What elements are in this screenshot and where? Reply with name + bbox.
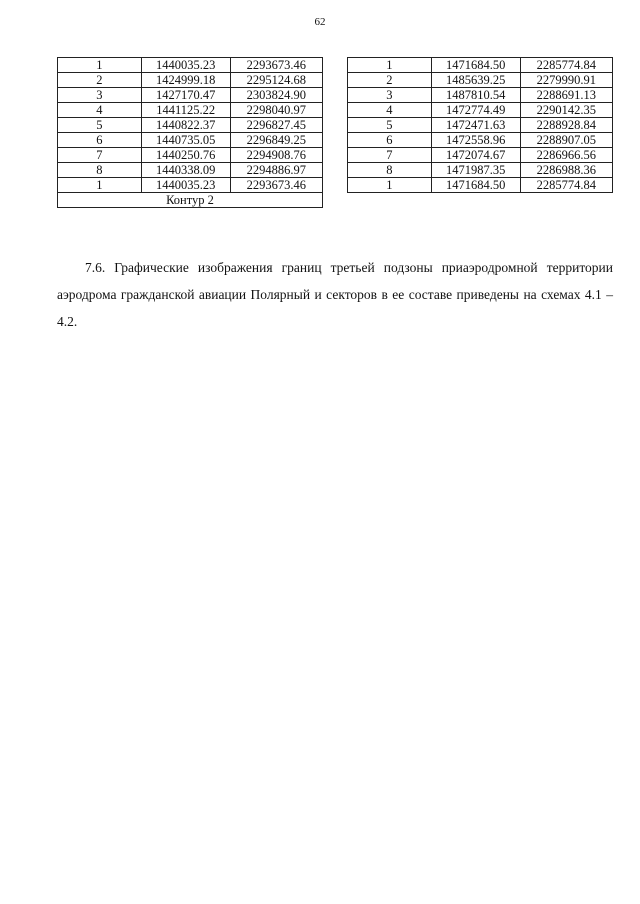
table-row bbox=[348, 148, 613, 163]
x-coordinate-cell: 1440735.05 bbox=[141, 133, 230, 148]
point-number-cell: 3 bbox=[58, 88, 142, 103]
x-coordinate-cell: 1471684.50 bbox=[431, 178, 520, 193]
table-row bbox=[58, 178, 323, 193]
table-row bbox=[348, 118, 613, 133]
point-number-cell: 1 bbox=[58, 178, 142, 193]
point-number-cell: 2 bbox=[348, 73, 432, 88]
x-coordinate-cell: 1472774.49 bbox=[431, 103, 520, 118]
point-number-cell: 8 bbox=[348, 163, 432, 178]
y-coordinate-cell: 2296849.25 bbox=[230, 133, 322, 148]
table-row bbox=[348, 103, 613, 118]
table-row bbox=[348, 58, 613, 73]
point-number-cell: 1 bbox=[348, 178, 432, 193]
page-number: 62 bbox=[314, 16, 326, 28]
x-coordinate-cell: 1485639.25 bbox=[431, 73, 520, 88]
table-row bbox=[58, 88, 323, 103]
table-row bbox=[348, 178, 613, 193]
y-coordinate-cell: 2288691.13 bbox=[520, 88, 612, 103]
y-coordinate-cell: 2294886.97 bbox=[230, 163, 322, 178]
y-coordinate-cell: 2293673.46 bbox=[230, 178, 322, 193]
point-number-cell: 3 bbox=[348, 88, 432, 103]
y-coordinate-cell: 2286988.36 bbox=[520, 163, 612, 178]
table-row bbox=[58, 103, 323, 118]
y-coordinate-cell: 2288928.84 bbox=[520, 118, 612, 133]
y-coordinate-cell: 2298040.97 bbox=[230, 103, 322, 118]
x-coordinate-cell: 1472471.63 bbox=[431, 118, 520, 133]
table-row bbox=[348, 133, 613, 148]
point-number-cell: 7 bbox=[58, 148, 142, 163]
point-number-cell: 6 bbox=[348, 133, 432, 148]
x-coordinate-cell: 1424999.18 bbox=[141, 73, 230, 88]
x-coordinate-cell: 1472074.67 bbox=[431, 148, 520, 163]
coordinates-table-left bbox=[57, 57, 323, 208]
table-row bbox=[58, 148, 323, 163]
point-number-cell: 1 bbox=[348, 58, 432, 73]
x-coordinate-cell: 1440250.76 bbox=[141, 148, 230, 163]
x-coordinate-cell: 1440338.09 bbox=[141, 163, 230, 178]
body-paragraph: 7.6. Графические изображения границ третьей подзоны приаэродромной территории аэродрома гражданской авиации Полярный и секторов в ее составе приведены на схемах 4.1 – 4.2. bbox=[57, 260, 613, 329]
x-coordinate-cell: 1440035.23 bbox=[141, 58, 230, 73]
point-number-cell: 5 bbox=[348, 118, 432, 133]
contour-caption: Контур 2 bbox=[58, 193, 323, 208]
y-coordinate-cell: 2285774.84 bbox=[520, 58, 612, 73]
y-coordinate-cell: 2294908.76 bbox=[230, 148, 322, 163]
x-coordinate-cell: 1487810.54 bbox=[431, 88, 520, 103]
x-coordinate-cell: 1427170.47 bbox=[141, 88, 230, 103]
point-number-cell: 2 bbox=[58, 73, 142, 88]
x-coordinate-cell: 1440035.23 bbox=[141, 178, 230, 193]
coordinates-table-right bbox=[347, 57, 613, 193]
y-coordinate-cell: 2279990.91 bbox=[520, 73, 612, 88]
point-number-cell: 1 bbox=[58, 58, 142, 73]
table-row bbox=[58, 133, 323, 148]
x-coordinate-cell: 1471987.35 bbox=[431, 163, 520, 178]
y-coordinate-cell: 2296827.45 bbox=[230, 118, 322, 133]
table-row bbox=[58, 118, 323, 133]
table-row bbox=[348, 88, 613, 103]
table-row bbox=[58, 58, 323, 73]
table-footer-row bbox=[58, 193, 323, 208]
point-number-cell: 6 bbox=[58, 133, 142, 148]
y-coordinate-cell: 2290142.35 bbox=[520, 103, 612, 118]
x-coordinate-cell: 1441125.22 bbox=[141, 103, 230, 118]
table-row bbox=[58, 73, 323, 88]
point-number-cell: 5 bbox=[58, 118, 142, 133]
y-coordinate-cell: 2293673.46 bbox=[230, 58, 322, 73]
point-number-cell: 8 bbox=[58, 163, 142, 178]
y-coordinate-cell: 2288907.05 bbox=[520, 133, 612, 148]
y-coordinate-cell: 2286966.56 bbox=[520, 148, 612, 163]
table-row bbox=[348, 73, 613, 88]
point-number-cell: 4 bbox=[348, 103, 432, 118]
x-coordinate-cell: 1440822.37 bbox=[141, 118, 230, 133]
y-coordinate-cell: 2285774.84 bbox=[520, 178, 612, 193]
table-row bbox=[348, 163, 613, 178]
point-number-cell: 4 bbox=[58, 103, 142, 118]
point-number-cell: 7 bbox=[348, 148, 432, 163]
y-coordinate-cell: 2295124.68 bbox=[230, 73, 322, 88]
x-coordinate-cell: 1471684.50 bbox=[431, 58, 520, 73]
y-coordinate-cell: 2303824.90 bbox=[230, 88, 322, 103]
x-coordinate-cell: 1472558.96 bbox=[431, 133, 520, 148]
table-row bbox=[58, 163, 323, 178]
